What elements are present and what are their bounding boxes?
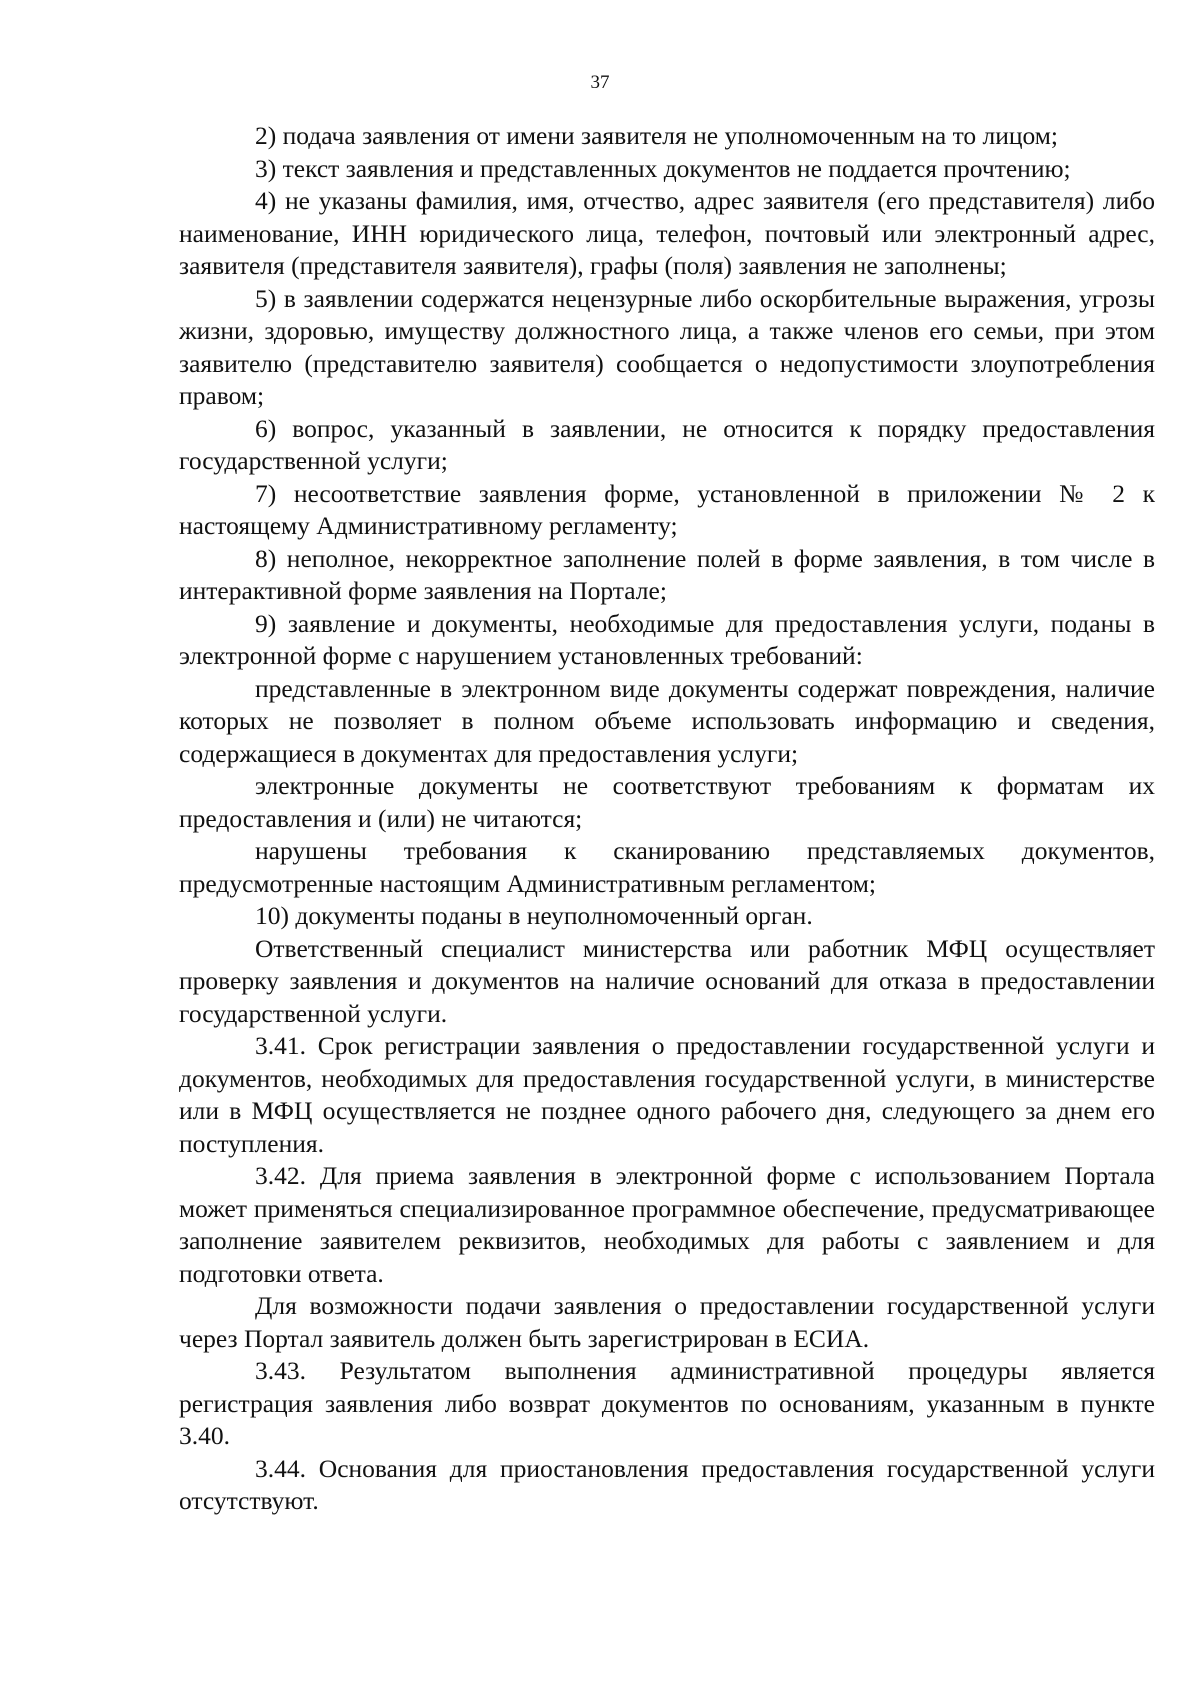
document-body: [179, 120, 1155, 1518]
paragraph-3-44: 3.44. Основания для приостановления предоставления государственной услуги отсутствуют.: [179, 1453, 1155, 1515]
paragraph-3-43: 3.43. Результатом выполнения административной процедуры является регистрация заявления либо возврат документов по основаниям, указанным в пункте 3.40.: [179, 1356, 1155, 1450]
paragraph-esia: Для возможности подачи заявления о предоставлении государственной услуги через Портал заявитель должен быть зарегистрирован в ЕСИА.: [179, 1291, 1155, 1353]
paragraph-3-41: 3.41. Срок регистрации заявления о предоставлении государственной услуги и документов, необходимых для предоставления государственной услуги, в министерстве или в МФЦ осуществляется не позднее одного рабочего дня, следующего за днем его поступления.: [179, 1031, 1155, 1158]
paragraph-item-5: 5) в заявлении содержатся нецензурные либо оскорбительные выражения, угрозы жизни, здоровью, имуществу должностного лица, а также членов его семьи, при этом заявителю (представителю заявителя) сообщается о недопустимости злоупотребления правом;: [179, 283, 1155, 410]
paragraph-subitem-scanning: нарушены требования к сканированию представляемых документов, предусмотренные настоящим Административным регламентом;: [179, 836, 1155, 898]
paragraph-responsible-check: Ответственный специалист министерства или работник МФЦ осуществляет проверку заявления и документов на наличие оснований для отказа в предоставлении государственной услуги.: [179, 933, 1155, 1028]
paragraph-item-7: 7) несоответствие заявления форме, установленной в приложении № 2 к настоящему Административному регламенту;: [179, 478, 1155, 540]
paragraph-item-3: 3) текст заявления и представленных документов не поддается прочтению;: [255, 153, 1071, 183]
paragraph-3-42: 3.42. Для приема заявления в электронной форме с использованием Портала может применяться специализированное программное обеспечение, предусматривающее заполнение заявителем реквизитов, необходимых для работы с заявлением и для подготовки ответа.: [179, 1161, 1155, 1288]
page-number: 37: [590, 72, 610, 93]
paragraph-item-6: 6) вопрос, указанный в заявлении, не относится к порядку предоставления государственной услуги;: [179, 413, 1155, 475]
paragraph-subitem-format: электронные документы не соответствуют требованиям к форматам их предоставления и (или) не читаются;: [179, 771, 1155, 833]
paragraph-item-2: 2) подача заявления от имени заявителя не уполномоченным на то лицом;: [255, 121, 1059, 150]
paragraph-subitem-damage: представленные в электронном виде документы содержат повреждения, наличие которых не позволяет в полном объеме использовать информацию и сведения, содержащиеся в документах для предоставления услуги;: [179, 673, 1155, 768]
paragraph-item-9: 9) заявление и документы, необходимые для предоставления услуги, поданы в электронной форме с нарушением установленных требований:: [179, 608, 1155, 670]
paragraph-item-4: 4) не указаны фамилия, имя, отчество, адрес заявителя (его представителя) либо наименование, ИНН юридического лица, телефон, почтовый или электронный адрес, заявителя (представителя заявителя), графы (поля) заявления не заполнены;: [179, 186, 1155, 280]
paragraph-item-10: 10) документы поданы в неуполномоченный орган.: [255, 901, 813, 930]
paragraph-item-8: 8) неполное, некорректное заполнение полей в форме заявления, в том числе в интерактивной форме заявления на Портале;: [179, 543, 1155, 605]
